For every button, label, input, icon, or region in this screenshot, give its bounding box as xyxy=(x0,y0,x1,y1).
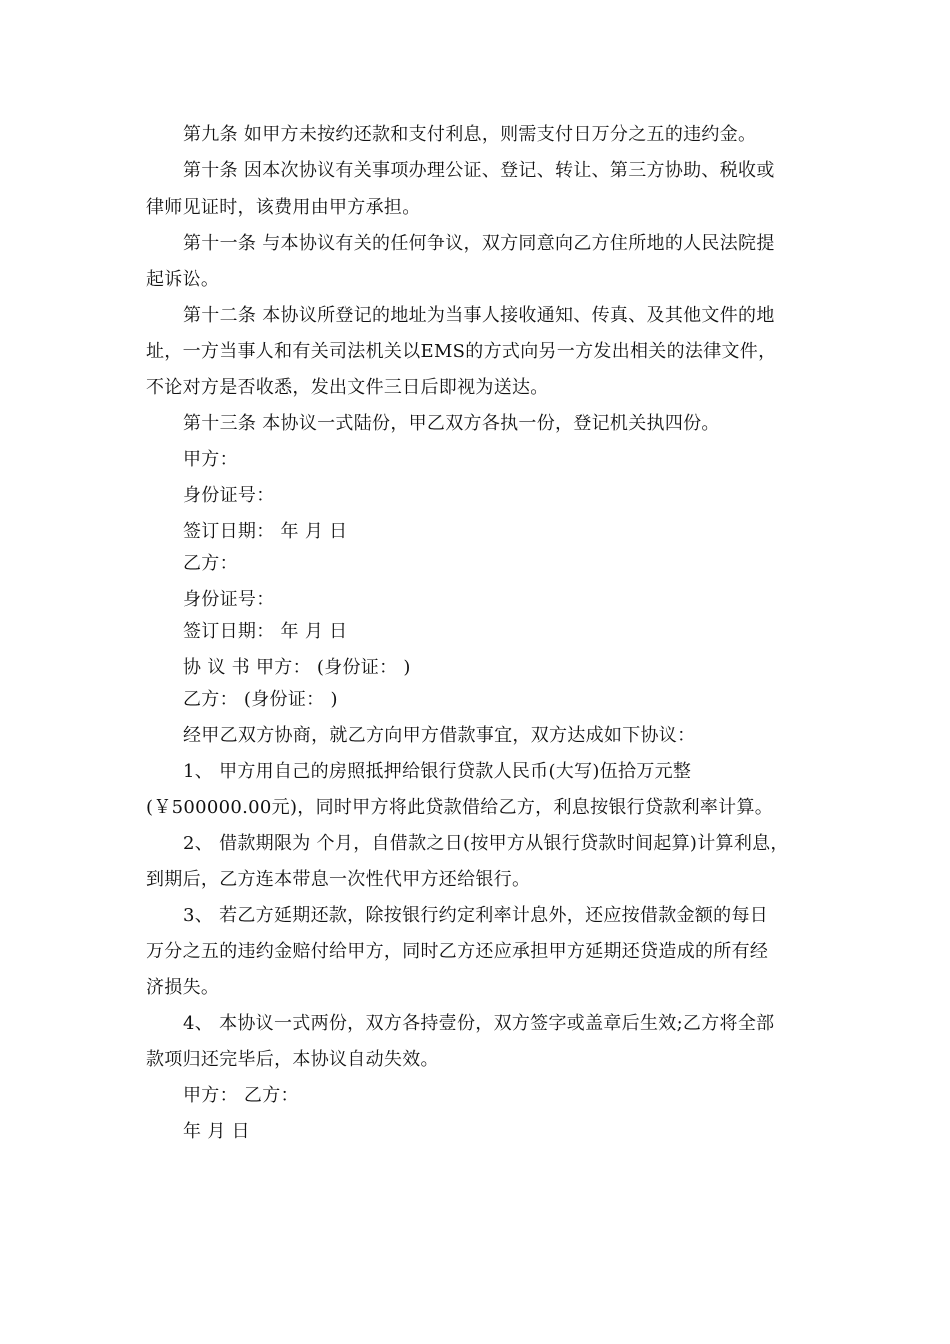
clause-11-line-2: 起诉讼。 xyxy=(146,269,220,290)
clause-12-line-1: 第十二条 本协议所登记的地址为当事人接收通知、传真、及其他文件的地 xyxy=(183,305,775,326)
item-3-line-1: 3、 若乙方延期还款，除按银行约定利率计息外，还应按借款金额的每日 xyxy=(183,905,769,926)
party-b-id-label: 身份证号： xyxy=(183,589,275,610)
clause-9: 第九条 如甲方未按约还款和支付利息，则需支付日万分之五的违约金。 xyxy=(183,124,757,145)
signature-parties: 甲方： 乙方： xyxy=(183,1085,299,1106)
item-3-line-2: 万分之五的违约金赔付给甲方，同时乙方还应承担甲方延期还贷造成的所有经 xyxy=(146,941,769,962)
agreement-heading: 协 议 书 甲方： (身份证： ) xyxy=(183,657,411,678)
item-1-line-1: 1、 甲方用自己的房照抵押给银行贷款人民币(大写)伍拾万元整 xyxy=(183,761,692,782)
item-1-line-2: (￥500000.00元)，同时甲方将此贷款借给乙方，利息按银行贷款利率计算。 xyxy=(146,797,774,818)
agreement-intro: 经甲乙双方协商，就乙方向甲方借款事宜，双方达成如下协议： xyxy=(183,725,696,746)
signature-date: 年 月 日 xyxy=(183,1121,250,1142)
clause-12-line-3: 不论对方是否收悉，发出文件三日后即视为送达。 xyxy=(146,377,549,398)
clause-10-line-2: 律师见证时，该费用由甲方承担。 xyxy=(146,197,421,218)
party-a-sign-date: 签订日期： 年 月 日 xyxy=(183,521,348,542)
item-2-line-2: 到期后，乙方连本带息一次性代甲方还给银行。 xyxy=(146,869,531,890)
party-a-id-label: 身份证号： xyxy=(183,485,275,506)
party-b-label: 乙方： xyxy=(183,553,238,574)
item-3-line-3: 济损失。 xyxy=(146,977,220,998)
agreement-party-b: 乙方： (身份证： ) xyxy=(183,689,338,710)
clause-13: 第十三条 本协议一式陆份，甲乙双方各执一份，登记机关执四份。 xyxy=(183,413,720,434)
clause-11-line-1: 第十一条 与本协议有关的任何争议，双方同意向乙方住所地的人民法院提 xyxy=(183,233,775,254)
item-4-line-2: 款项归还完毕后，本协议自动失效。 xyxy=(146,1049,439,1070)
item-2-line-1: 2、 借款期限为 个月，自借款之日(按甲方从银行贷款时间起算)计算利息， xyxy=(183,833,789,854)
clause-12-line-2: 址，一方当事人和有关司法机关以EMS的方式向另一方发出相关的法律文件， xyxy=(146,341,777,362)
clause-10-line-1: 第十条 因本次协议有关事项办理公证、登记、转让、第三方协助、税收或 xyxy=(183,160,775,181)
party-a-label: 甲方： xyxy=(183,449,238,470)
party-b-sign-date: 签订日期： 年 月 日 xyxy=(183,621,348,642)
item-4-line-1: 4、 本协议一式两份，双方各持壹份，双方签字或盖章后生效;乙方将全部 xyxy=(183,1013,775,1034)
